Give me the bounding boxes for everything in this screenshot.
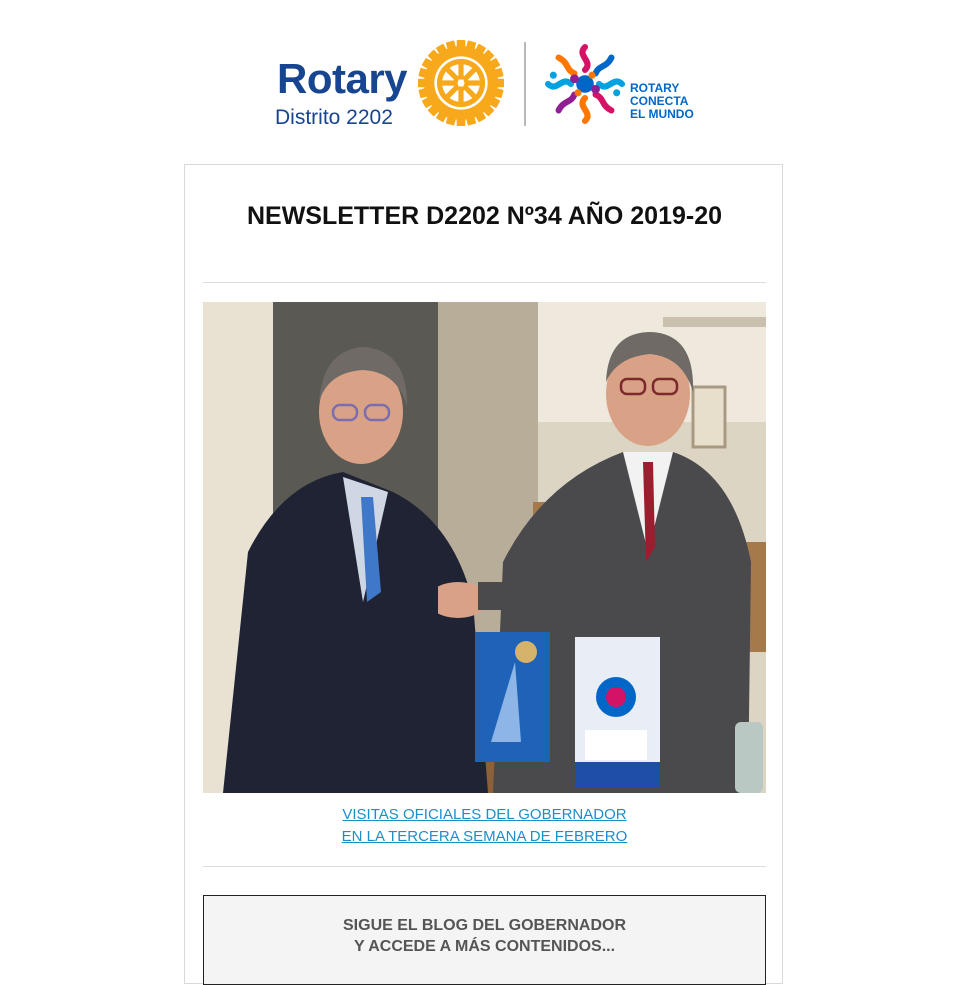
rotary-wheel-icon xyxy=(418,40,504,126)
feature-caption-link-line1[interactable]: VISITAS OFICIALES DEL GOBERNADOR xyxy=(342,806,627,823)
caption-divider xyxy=(203,866,766,867)
newsletter-header xyxy=(0,0,969,150)
district-label: Distrito 2202 xyxy=(275,106,393,129)
governor-blog-button[interactable] xyxy=(203,895,766,985)
photo-handshake-icon xyxy=(203,302,766,793)
feature-caption-link-line2[interactable]: EN LA TERCERA SEMANA DE FEBRERO xyxy=(341,828,628,845)
theme-line-1: ROTARY xyxy=(630,81,680,95)
feature-caption xyxy=(0,804,969,848)
newsletter-title: NEWSLETTER D2202 Nº34 AÑO 2019-20 xyxy=(246,202,723,230)
rotary-wordmark: Rotary xyxy=(277,55,408,102)
theme-line-3: EL MUNDO xyxy=(630,107,694,121)
theme-slogan xyxy=(630,82,694,121)
blog-button-line2: Y ACCEDE A MÁS CONTENIDOS... xyxy=(353,938,616,955)
blog-button-line1: SIGUE EL BLOG DEL GOBERNADOR xyxy=(343,917,626,934)
title-divider xyxy=(203,282,766,283)
rotary-connects-world-icon xyxy=(541,40,629,128)
header-divider xyxy=(524,42,526,126)
feature-photo-link[interactable] xyxy=(203,302,766,793)
theme-line-2: CONECTA xyxy=(630,94,689,108)
